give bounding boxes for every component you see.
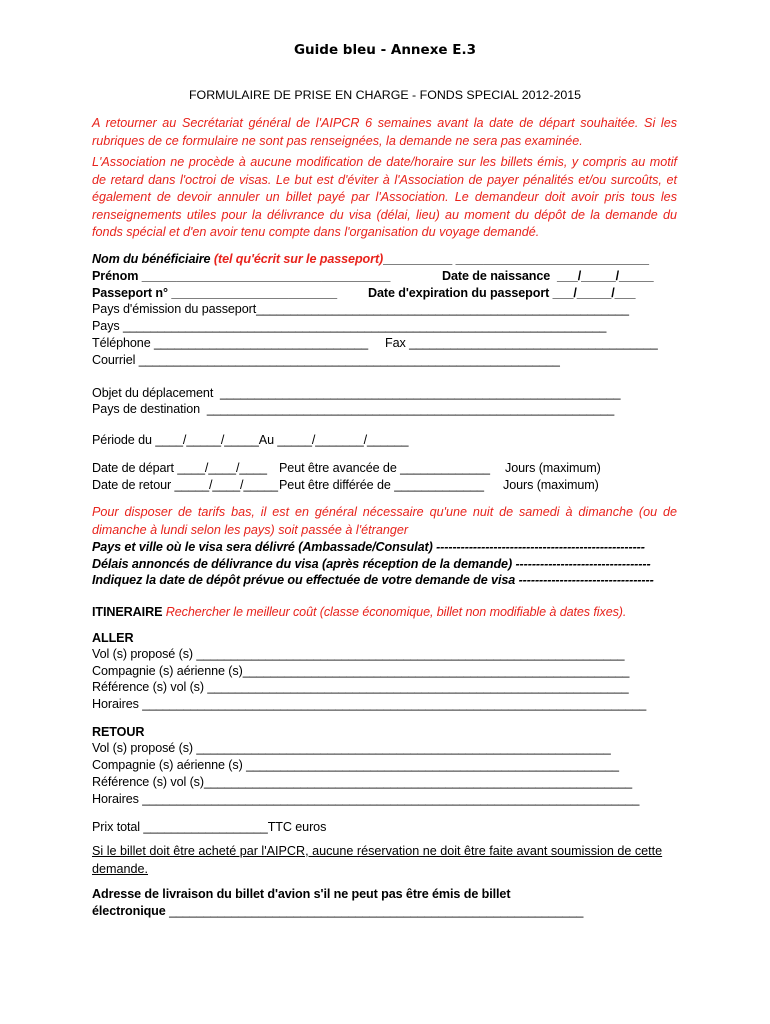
prix-label: Prix total bbox=[92, 820, 140, 834]
naissance-label: Date de naissance bbox=[442, 269, 551, 283]
delivery-label-line2: électronique bbox=[92, 904, 166, 918]
aller-horaires-field[interactable]: Horaires _________________________________________________________________________ bbox=[92, 697, 647, 711]
visa-depot-field[interactable] bbox=[92, 572, 654, 589]
visa-pays-ville-label: Pays et ville où le visa sera délivré (Ambassade/Consulat) bbox=[92, 540, 433, 554]
visa-pays-ville-dashes: --------------------------------------------------- bbox=[432, 540, 645, 554]
fax-field[interactable]: Fax ____________________________________ bbox=[385, 336, 658, 350]
delivery-blank: ____________________________________________________________ bbox=[165, 904, 584, 918]
nom-note: (tel qu'écrit sur le passeport) bbox=[213, 252, 384, 266]
avancee-field[interactable]: Peut être avancée de _____________ bbox=[279, 461, 490, 475]
passeport-blank: ________________________ bbox=[167, 286, 338, 300]
visa-delais-dashes: --------------------------------- bbox=[512, 557, 651, 571]
intro-paragraph-1: A retourner au Secrétariat général de l'AIPCR 6 semaines avant la date de départ souhaitée. Si les rubriques de ce formulaire ne sont pas renseignées, la demande ne sera pas examinée. bbox=[92, 116, 677, 148]
visa-delais-label: Délais annoncés de délivrance du visa (après réception de la demande) bbox=[92, 557, 513, 571]
form-subtitle: FORMULAIRE DE PRISE EN CHARGE - FONDS SPECIAL 2012-2015 bbox=[188, 88, 582, 102]
prix-unit: TTC euros bbox=[267, 820, 327, 834]
passeport-field[interactable] bbox=[92, 285, 337, 302]
retour-compagnie-field[interactable]: Compagnie (s) aérienne (s) ______________________________________________________ bbox=[92, 758, 619, 772]
naissance-blank: ___/_____/_____ bbox=[550, 269, 654, 283]
date-depart-field[interactable]: Date de départ ____/____/____ bbox=[92, 461, 267, 475]
nom-label: Nom du bénéficiaire bbox=[92, 252, 211, 266]
intro-paragraph-2: L'Association ne procède à aucune modification de date/horaire sur les billets émis, y compris au motif de retard dans l'octroi de visas. Le but est d'éviter à l'Association de payer pénalités et/ou surcoûts, et également de devoir annuler un billet payé par l'Association. Le demandeur doit avoir pris tous les renseignements utiles pour la délivrance du visa (délai, lieu) au moment du dépôt de la demande du fonds spécial et d'en avoir tenu compte dans l'organisation du voyage demandé. bbox=[92, 155, 677, 239]
differee-unit: Jours (maximum) bbox=[503, 478, 599, 492]
purchase-notice: Si le billet doit être acheté par l'AIPCR, aucune réservation ne doit être faite avant soumission de cette demande. bbox=[92, 844, 663, 876]
visa-delais-field[interactable] bbox=[92, 556, 651, 573]
expiration-blank: ___/_____/___ bbox=[549, 286, 636, 300]
itineraire-line bbox=[92, 604, 626, 621]
pays-emission-field[interactable]: Pays d'émission du passeport______________________________________________________ bbox=[92, 302, 629, 316]
itineraire-label: ITINERAIRE bbox=[92, 605, 163, 619]
aller-heading: ALLER bbox=[92, 631, 134, 645]
telephone-field[interactable]: Téléphone _______________________________ bbox=[92, 336, 369, 350]
visa-depot-dashes: --------------------------------- bbox=[515, 573, 654, 587]
prix-total-field[interactable] bbox=[92, 819, 326, 836]
visa-note: Pour disposer de tarifs bas, il est en général nécessaire qu'une nuit de samedi à dimanche (ou de dimanche à lundi selon les pays) soit passée à l'étranger bbox=[92, 505, 677, 537]
aller-compagnie-field[interactable]: Compagnie (s) aérienne (s)________________________________________________________ bbox=[92, 664, 630, 678]
expiration-field[interactable] bbox=[368, 285, 635, 302]
prenom-field[interactable] bbox=[92, 268, 390, 285]
date-retour-field[interactable]: Date de retour _____/____/_____ bbox=[92, 478, 278, 492]
passeport-label: Passeport n° bbox=[92, 286, 168, 300]
objet-field[interactable]: Objet du déplacement __________________________________________________________ bbox=[92, 386, 621, 400]
avancee-unit: Jours (maximum) bbox=[505, 461, 601, 475]
nom-field[interactable] bbox=[92, 251, 649, 268]
page-title: Guide bleu - Annexe E.3 bbox=[293, 42, 477, 58]
retour-reference-field[interactable]: Référence (s) vol (s)______________________________________________________________ bbox=[92, 775, 633, 789]
prenom-blank: ____________________________________ bbox=[138, 269, 391, 283]
prenom-label: Prénom bbox=[92, 269, 139, 283]
aller-reference-field[interactable]: Référence (s) vol (s) _____________________________________________________________ bbox=[92, 680, 629, 694]
delivery-label-line1: Adresse de livraison du billet d'avion s'il ne peut pas être émis de billet bbox=[92, 887, 511, 901]
differee-field[interactable]: Peut être différée de _____________ bbox=[279, 478, 484, 492]
periode-field[interactable]: Période du ____/_____/_____Au _____/_______/______ bbox=[92, 433, 409, 447]
naissance-field[interactable] bbox=[442, 268, 654, 285]
delivery-field[interactable] bbox=[92, 903, 583, 920]
retour-horaires-field[interactable]: Horaires ________________________________________________________________________ bbox=[92, 792, 640, 806]
visa-pays-ville-field[interactable] bbox=[92, 539, 645, 556]
pays-field[interactable]: Pays ______________________________________________________________________ bbox=[92, 319, 607, 333]
aller-vol-field[interactable]: Vol (s) proposé (s) ______________________________________________________________ bbox=[92, 647, 625, 661]
nom-blank: __________ ____________________________ bbox=[383, 252, 649, 266]
prix-blank: __________________ bbox=[140, 820, 268, 834]
retour-vol-field[interactable]: Vol (s) proposé (s) ____________________________________________________________ bbox=[92, 741, 611, 755]
visa-depot-label: Indiquez la date de dépôt prévue ou effectuée de votre demande de visa bbox=[92, 573, 516, 587]
itineraire-note: Rechercher le meilleur coût (classe économique, billet non modifiable à dates fixes). bbox=[165, 605, 627, 619]
courriel-field[interactable]: Courriel _____________________________________________________________ bbox=[92, 353, 560, 367]
expiration-label: Date d'expiration du passeport bbox=[368, 286, 550, 300]
destination-field[interactable]: Pays de destination ___________________________________________________________ bbox=[92, 402, 615, 416]
retour-heading: RETOUR bbox=[92, 725, 145, 739]
